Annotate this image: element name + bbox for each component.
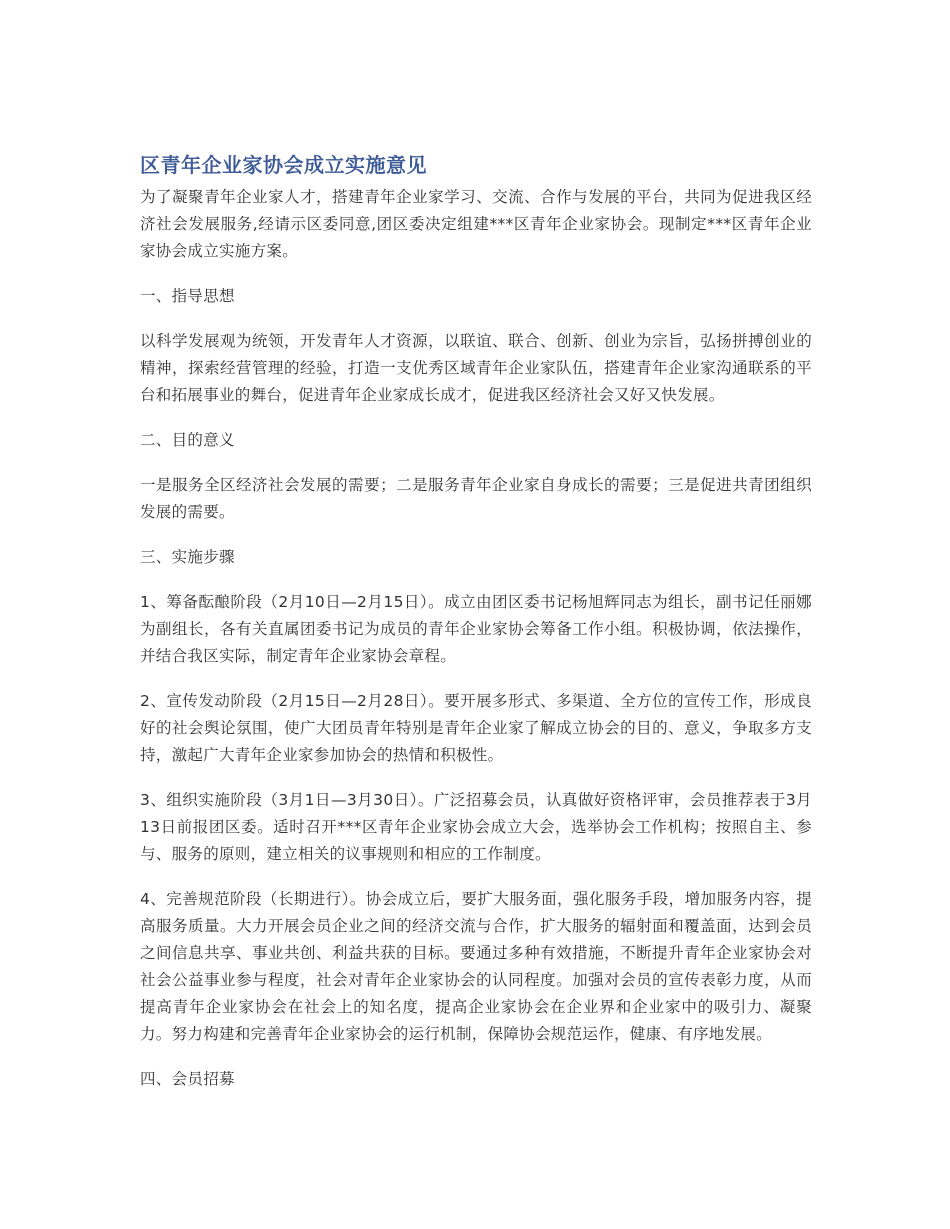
step-paragraph-1: 1、筹备酝酿阶段（2月10日—2月15日）。成立由团区委书记杨旭辉同志为组长，副书记任丽娜为副组长，各有关直属团委书记为成员的青年企业家协会筹备工作小组。积极协调，依法操作，并结合我区实际，制定青年企业家协会章程。 [140,593,812,665]
section-text-purpose: 一是服务全区经济社会发展的需要；二是服务青年企业家自身成长的需要；三是促进共青团组织发展的需要。 [140,476,812,521]
document-page [140,150,812,1111]
section-text-guiding-thought: 以科学发展观为统领，开发青年人才资源，以联谊、联合、创新、创业为宗旨，弘扬拼搏创业的精神，探索经营管理的经验，打造一支优秀区域青年企业家队伍，搭建青年企业家沟通联系的平台和拓展事业的舞台，促进青年企业家成长成才，促进我区经济社会又好又快发展。 [140,332,812,404]
section-heading-steps: 三、实施步骤 [140,548,235,566]
section-heading-guiding-thought: 一、指导思想 [140,287,235,305]
step-paragraph-4: 4、完善规范阶段（长期进行）。协会成立后，要扩大服务面，强化服务手段，增加服务内容，提高服务质量。大力开展会员企业之间的经济交流与合作，扩大服务的辐射面和覆盖面，达到会员之间信息共享、事业共创、利益共获的目标。要通过多种有效措施，不断提升青年企业家协会对社会公益事业参与程度，社会对青年企业家协会的认同程度。加强对会员的宣传表彰力度，从而提高青年企业家协会在社会上的知名度，提高企业家协会在企业界和企业家中的吸引力、凝聚力。努力构建和完善青年企业家协会的运行机制，保障协会规范运作，健康、有序地发展。 [140,890,812,1043]
step-paragraph-2: 2、宣传发动阶段（2月15日—2月28日）。要开展多形式、多渠道、全方位的宣传工作，形成良好的社会舆论氛围，使广大团员青年特别是青年企业家了解成立协会的目的、意义，争取多方支持，激起广大青年企业家参加协会的热情和积极性。 [140,692,812,764]
step-paragraph-3: 3、组织实施阶段（3月1日—3月30日）。广泛招募会员，认真做好资格评审，会员推荐表于3月13日前报团区委。适时召开***区青年企业家协会成立大会，选举协会工作机构；按照自主、参与、服务的原则，建立相关的议事规则和相应的工作制度。 [140,791,812,863]
section-heading-recruitment: 四、会员招募 [140,1070,235,1088]
intro-paragraph: 为了凝聚青年企业家人才，搭建青年企业家学习、交流、合作与发展的平台，共同为促进我区经济社会发展服务,经请示区委同意,团区委决定组建***区青年企业家协会。现制定***区青年企业家协会成立实施方案。 [140,188,812,260]
section-heading-purpose: 二、目的意义 [140,431,235,449]
document-title: 区青年企业家协会成立实施意见 [140,153,427,177]
